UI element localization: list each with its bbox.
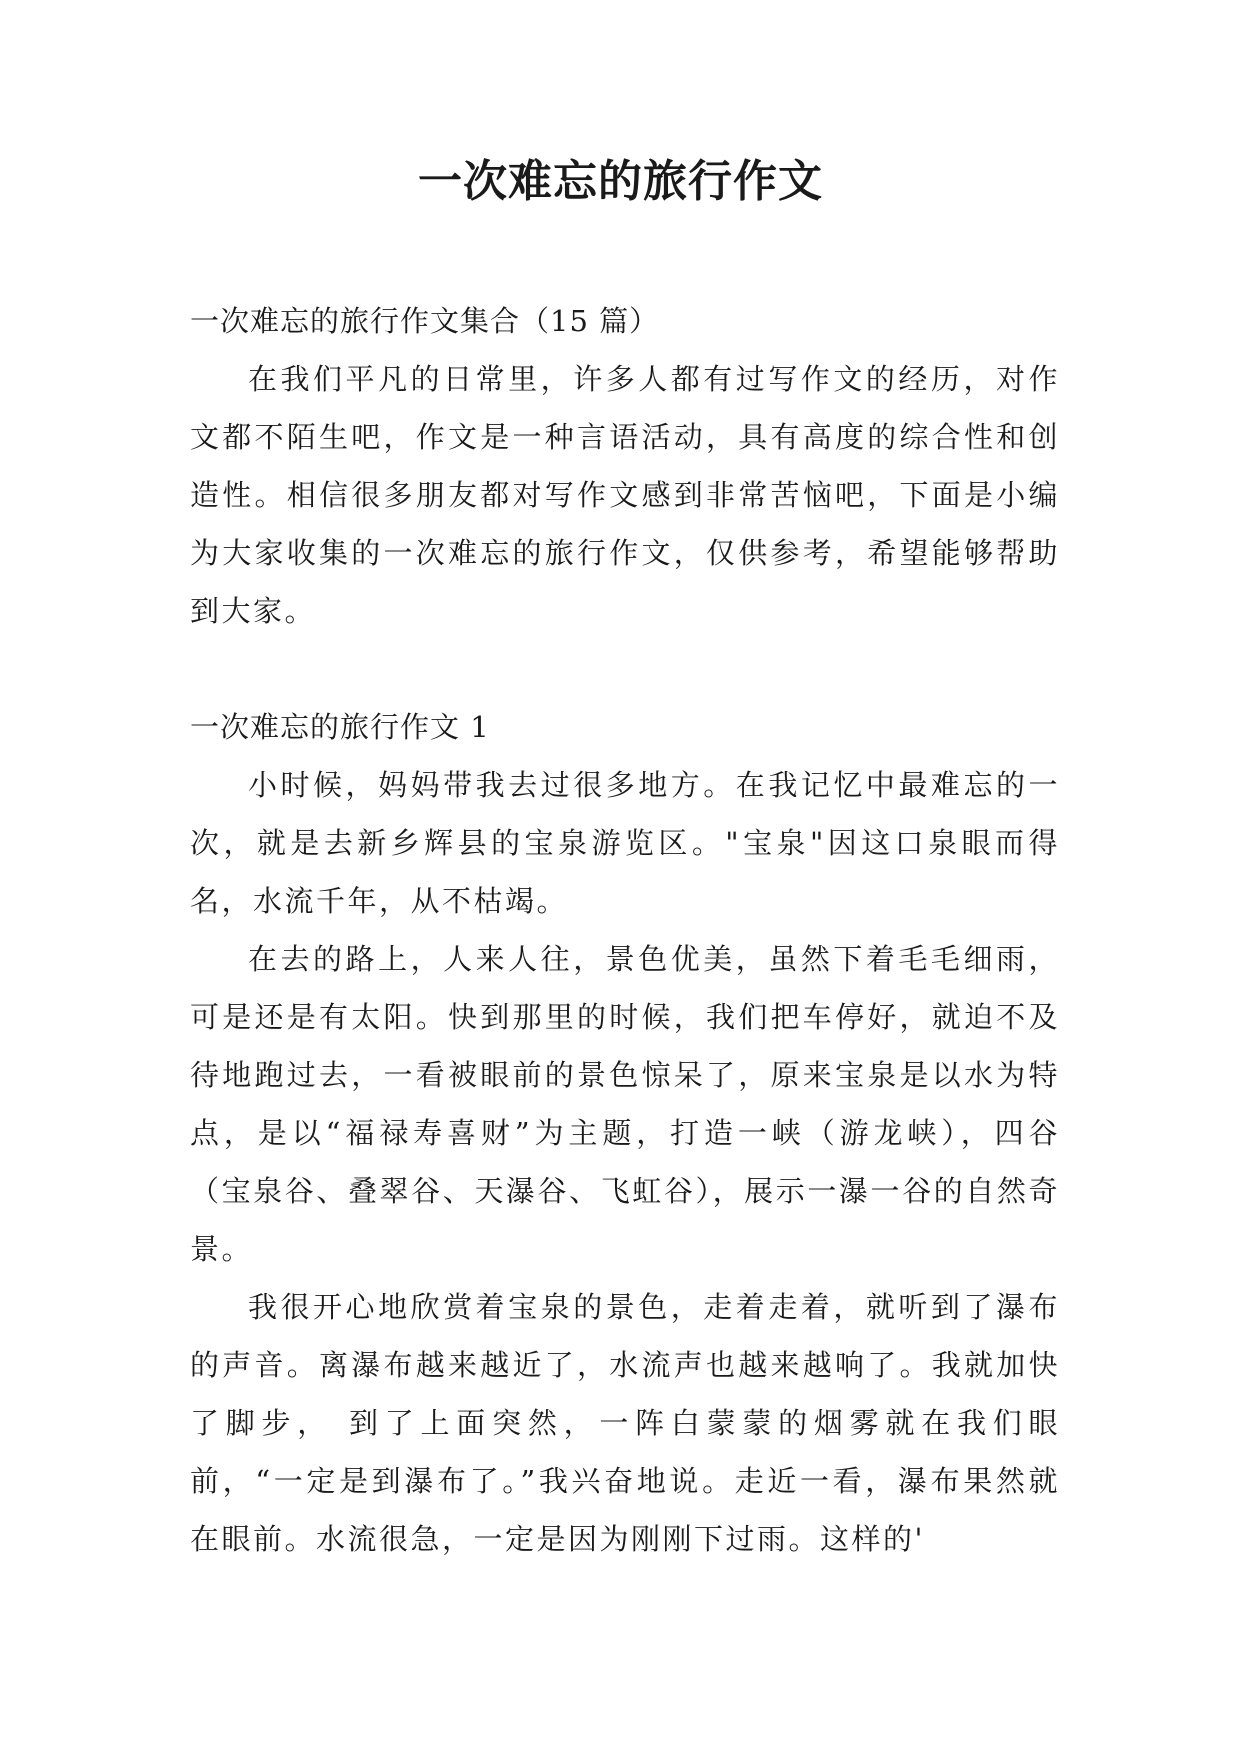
section-heading: 一次难忘的旅行作文 1 xyxy=(190,710,490,744)
body-paragraph: 我很开心地欣赏着宝泉的景色，走着走着，就听到了瀑布的声音。离瀑布越来越近了，水流声也越来越响了。我就加快了脚步， 到了上面突然，一阵白蒙蒙的烟雾就在我们眼前，“一定是到瀑布了。”我兴奋地说。走近一看，瀑布果然就在眼前。水流很急，一定是因为刚刚下过雨。这样的' xyxy=(190,1290,1060,1556)
section-spacer xyxy=(190,640,1060,698)
document-body xyxy=(190,292,1060,1568)
body-paragraph: 小时候，妈妈带我去过很多地方。在我记忆中最难忘的一次，就是去新乡辉县的宝泉游览区。"宝泉"因这口泉眼而得名，水流千年，从不枯竭。 xyxy=(190,768,1060,918)
intro-paragraph: 在我们平凡的日常里，许多人都有过写作文的经历，对作文都不陌生吧，作文是一种言语活动，具有高度的综合性和创造性。相信很多朋友都对写作文感到非常苦恼吧，下面是小编为大家收集的一次难忘的旅行作文，仅供参考，希望能够帮助到大家。 xyxy=(190,362,1060,628)
body-paragraph: 在去的路上，人来人往，景色优美，虽然下着毛毛细雨，可是还是有太阳。快到那里的时候，我们把车停好，就迫不及待地跑过去，一看被眼前的景色惊呆了，原来宝泉是以水为特点，是以“福禄寿喜财”为主题，打造一峡（游龙峡），四谷（宝泉谷、叠翠谷、天瀑谷、飞虹谷），展示一瀑一谷的自然奇景。 xyxy=(190,942,1060,1266)
collection-heading: 一次难忘的旅行作文集合（15 篇） xyxy=(190,304,660,338)
document-title: 一次难忘的旅行作文 xyxy=(418,156,823,207)
